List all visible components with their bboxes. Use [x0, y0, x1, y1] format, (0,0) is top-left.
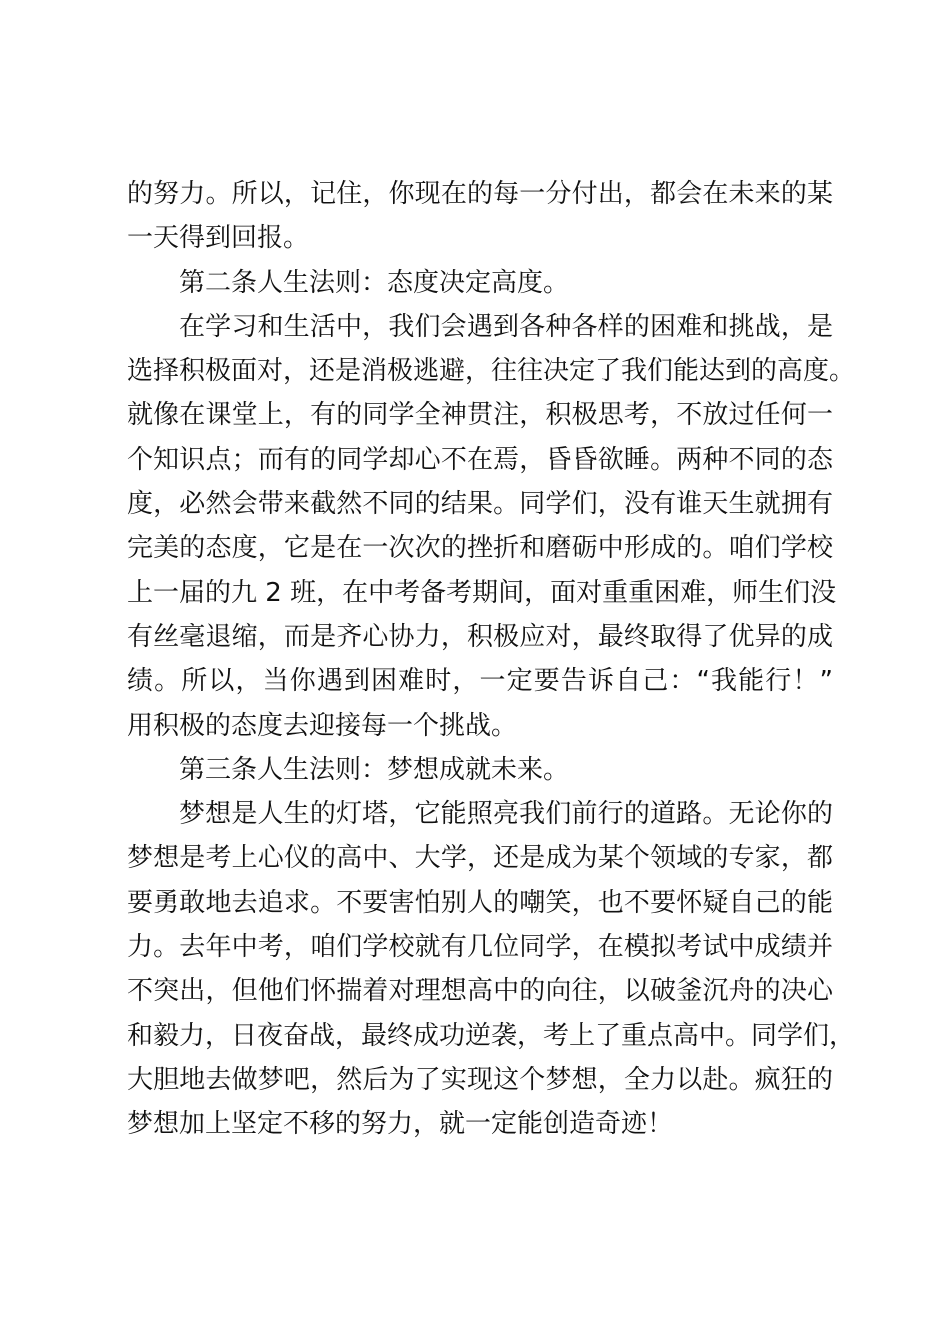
- text-line: 和毅力，日夜奋战，最终成功逆袭，考上了重点高中。同学们，: [127, 1020, 856, 1051]
- text-line: 绩。所以，当你遇到困难时，一定要告诉自己：“我能行！”: [127, 666, 833, 697]
- text-line: 第三条人生法则：梦想成就未来。: [179, 754, 570, 785]
- text-line: 力。去年中考，咱们学校就有几位同学，在模拟考试中成绩并: [127, 932, 833, 963]
- text-line: 在学习和生活中，我们会遇到各种各样的困难和挑战，是: [179, 311, 833, 342]
- text-line: 度，必然会带来截然不同的结果。同学们，没有谁天生就拥有: [127, 489, 833, 520]
- text-line: 个知识点；而有的同学却心不在焉，昏昏欲睡。两种不同的态: [127, 444, 833, 475]
- text-line: 要勇敢地去追求。不要害怕别人的嘲笑，也不要怀疑自己的能: [127, 887, 833, 918]
- text-line: 第二条人生法则：态度决定高度。: [179, 267, 570, 298]
- text-line: 上一届的九 2 班，在中考备考期间，面对重重困难，师生们没: [127, 577, 837, 608]
- text-line: 不突出，但他们怀揣着对理想高中的向往，以破釜沉舟的决心: [127, 976, 833, 1007]
- text-line: 梦想是人生的灯塔，它能照亮我们前行的道路。无论你的: [179, 799, 833, 830]
- text-line: 就像在课堂上，有的同学全神贯注，积极思考，不放过任何一: [127, 400, 833, 431]
- text-line: 完美的态度，它是在一次次的挫折和磨砺中形成的。咱们学校: [127, 533, 833, 564]
- text-line: 选择积极面对，还是消极逃避，往往决定了我们能达到的高度。: [127, 356, 856, 387]
- text-line: 一天得到回报。: [127, 223, 310, 254]
- text-line: 用积极的态度去迎接每一个挑战。: [127, 710, 518, 741]
- body-text: [127, 172, 856, 1147]
- text-line: 大胆地去做梦吧，然后为了实现这个梦想，全力以赴。疯狂的: [127, 1064, 833, 1095]
- text-line: 梦想是考上心仪的高中、大学，还是成为某个领域的专家，都: [127, 843, 833, 874]
- text-line: 有丝毫退缩，而是齐心协力，积极应对，最终取得了优异的成: [127, 621, 833, 652]
- text-line: 的努力。所以，记住，你现在的每一分付出，都会在未来的某: [127, 179, 833, 209]
- text-line: 梦想加上坚定不移的努力，就一定能创造奇迹！: [127, 1109, 674, 1140]
